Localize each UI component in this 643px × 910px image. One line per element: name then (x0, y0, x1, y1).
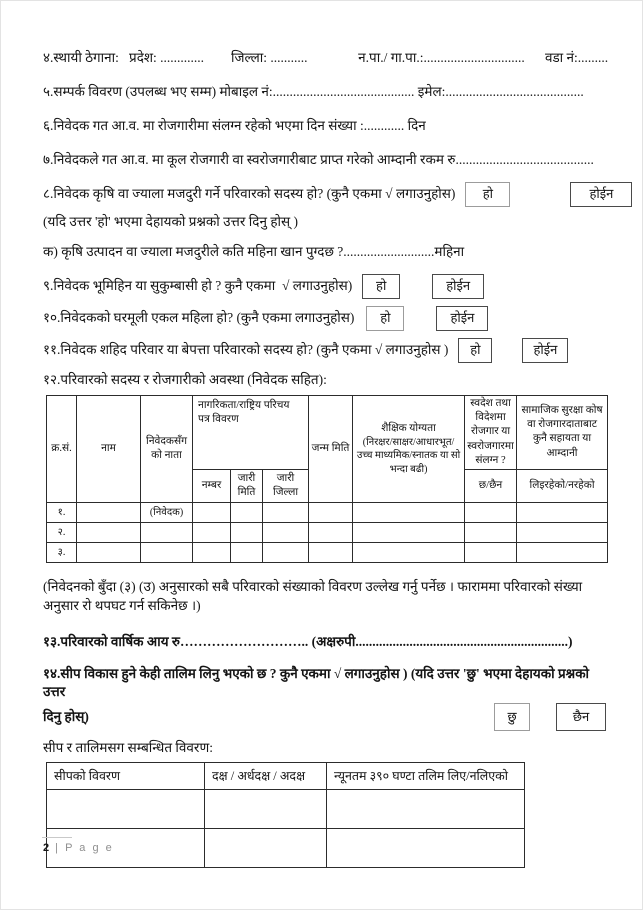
question-10 (43, 305, 614, 331)
col-header-issue-date: जारी मिति (231, 469, 263, 502)
family-members-table (46, 395, 608, 563)
table-note: (निवेदनको बुँदा (३) (उ) अनुसारको सबै परिवारको संख्याको विवरण उल्लेख गर्नु पर्नेछ । फाराममा परिवारको संख्या अनुसार रो थपघट गर्न सकिनेछ ।) (43, 578, 586, 613)
col-header-dob: जन्म मिति (309, 396, 353, 503)
empty-cell (327, 789, 525, 828)
skill-training-table (46, 762, 525, 868)
cell-issue-district (263, 522, 309, 542)
question-8 (43, 181, 614, 207)
col-header-name: नाम (77, 396, 141, 503)
cell-employment (465, 542, 517, 562)
empty-cell (327, 828, 525, 867)
cell-employment (465, 502, 517, 522)
q14-no-checkbox[interactable]: छैन (556, 703, 606, 731)
empty-cell (205, 789, 327, 828)
question-13: १३.परिवारको वार्षिक आय रु……………………….. (अक्षरुपी...............................................................) (43, 633, 573, 649)
q9-no-checkbox[interactable]: होईन (432, 274, 484, 299)
skill-row-1 (47, 789, 525, 828)
col-header-citizenship-group: नागरिकता/राष्ट्रिय परिचय पत्र विवरण (193, 396, 309, 470)
cell-serial: १. (47, 502, 77, 522)
col-header-serial: क्र.सं. (47, 396, 77, 503)
cell-issue-date (231, 502, 263, 522)
cell-dob (309, 502, 353, 522)
page-footer (43, 842, 114, 854)
cell-name (77, 522, 141, 542)
question-14-line1: १४.सीप विकास हुने केही तालिम लिनु भएको छ ? कुनै एकमा √ लगाउनुहोस ) (यदि उत्तर 'छु' भएमा देहायको प्रश्नको उत्तर (43, 665, 593, 699)
skill-detail-heading: सीप र तालिमसग सम्बन्धित विवरण: (43, 739, 213, 755)
question-9-text: ९.निवेदक भूमिहिन या सुकुम्बासी हो ? कुनै एकमा √ लगाउनुहोस) (43, 278, 353, 293)
q10-yes-checkbox[interactable]: हो (366, 306, 404, 331)
cell-issue-date (231, 542, 263, 562)
cell-number (193, 502, 231, 522)
cell-relation: (निवेदक) (141, 502, 193, 522)
col-header-ssf: सामाजिक सुरक्षा कोष वा रोजगारदाताबाट कुनै सहायता या आम्दानी (517, 396, 608, 470)
cell-relation (141, 522, 193, 542)
q11-yes-checkbox[interactable]: हो (458, 338, 492, 363)
family-row-3 (47, 542, 608, 562)
cell-education (353, 502, 465, 522)
skill-row-2 (47, 828, 525, 867)
question-8-text: ८.निवेदक कृषि वा ज्याला मजदुरी गर्ने परिवारको सदस्य हो? (कुनै एकमा √ लगाउनुहोस) (43, 186, 456, 201)
page-number: 2 (43, 842, 51, 854)
form-content (1, 1, 642, 868)
q8-no-checkbox[interactable]: होईन (570, 182, 632, 207)
cell-ssf (517, 522, 608, 542)
skill-col-description: सीपको विवरण (47, 762, 205, 789)
col-header-employment-yn: छ/छैन (465, 469, 517, 502)
cell-issue-district (263, 542, 309, 562)
q11-no-checkbox[interactable]: होईन (522, 338, 568, 363)
education-subtitle: (निरक्षर/साक्षर/आधारभूत/उच्च माध्यमिक/स्नातक या सो भन्दा बढी) (356, 436, 461, 475)
q8-yes-checkbox[interactable]: हो (465, 182, 510, 207)
question-14-line2-text: दिनु होस्) (43, 708, 89, 724)
page-label: | P a g e (50, 842, 114, 854)
col-header-ssf-yn: लिइरहेको/नरहेको (517, 469, 608, 502)
col-header-relation: निवेदकसँगको नाता (141, 396, 193, 503)
question-8-note: (यदि उत्तर 'हो' भएमा देहायको प्रश्नको उत्तर दिनु होस् ) (43, 214, 298, 229)
q10-no-checkbox[interactable]: होईन (436, 306, 488, 331)
col-header-education (353, 396, 465, 503)
education-title: शैक्षिक योग्यता (381, 422, 436, 434)
question-8a-line: क) कृषि उत्पादन वा ज्याला मजदुरीले कति महिना खान पुग्दछ ?...........................महिना (43, 244, 465, 259)
skill-col-level: दक्ष / अर्धदक्ष / अदक्ष (205, 762, 327, 789)
question-12-heading: १२.परिवारको सदस्य र रोजगारीको अवस्था (निवेदक सहित): (43, 372, 327, 387)
cell-dob (309, 542, 353, 562)
empty-cell (205, 828, 327, 867)
cell-education (353, 522, 465, 542)
q9-yes-checkbox[interactable]: हो (362, 274, 400, 299)
cell-dob (309, 522, 353, 542)
skill-col-training-hours: न्यूनतम ३९० घण्टा तलिम लिए/नलिएको (327, 762, 525, 789)
q14-yes-checkbox[interactable]: छु (494, 703, 530, 731)
col-header-employment: स्वदेश तथा विदेशमा रोजगार या स्वरोजगारमा संलग्न ? (465, 396, 517, 470)
contact-details-line: ५.सम्पर्क विवरण (उपलब्ध भए सम्म) मोबाइल नं:.......................................... इमेल:......................................... (43, 84, 584, 99)
cell-name (77, 542, 141, 562)
cell-number (193, 522, 231, 542)
question-11 (43, 337, 614, 363)
cell-name (77, 502, 141, 522)
income-amount-line: ७.निवेदकले गत आ.व. मा कूल रोजगारी वा स्वरोजगारीबाट प्राप्त गरेको आम्दानी रकम रु......................................... (43, 152, 594, 167)
family-row-2 (47, 522, 608, 542)
cell-number (193, 542, 231, 562)
cell-serial: २. (47, 522, 77, 542)
question-11-text: ११.निवेदक शहिद परिवार या बेपत्ता परिवारको सदस्य हो? (कुनै एकमा √ लगाउनुहोस ) (43, 342, 449, 357)
cell-education (353, 542, 465, 562)
cell-ssf (517, 542, 608, 562)
col-header-issue-district: जारी जिल्ला (263, 469, 309, 502)
question-10-text: १०.निवेदकको घरमूली एकल महिला हो? (कुनै एकमा लगाउनुहोस) (43, 310, 355, 325)
family-row-1 (47, 502, 608, 522)
footer-divider (42, 837, 72, 838)
question-14-line2 (43, 703, 614, 731)
col-header-number: नम्बर (193, 469, 231, 502)
cell-ssf (517, 502, 608, 522)
cell-issue-district (263, 502, 309, 522)
empty-cell (47, 789, 205, 828)
cell-employment (465, 522, 517, 542)
permanent-address-line: ४.स्थायी ठेगाना: प्रदेश: ............. जिल्ला: ........... न.पा./ गा.पा.:.............................. वडा नं:......... (43, 50, 609, 65)
question-9 (43, 273, 614, 299)
cell-serial: ३. (47, 542, 77, 562)
cell-issue-date (231, 522, 263, 542)
employment-days-line: ६.निवेदक गत आ.व. मा रोजगारीमा संलग्न रहेको भएमा दिन संख्या :............ दिन (43, 118, 426, 133)
cell-relation (141, 542, 193, 562)
